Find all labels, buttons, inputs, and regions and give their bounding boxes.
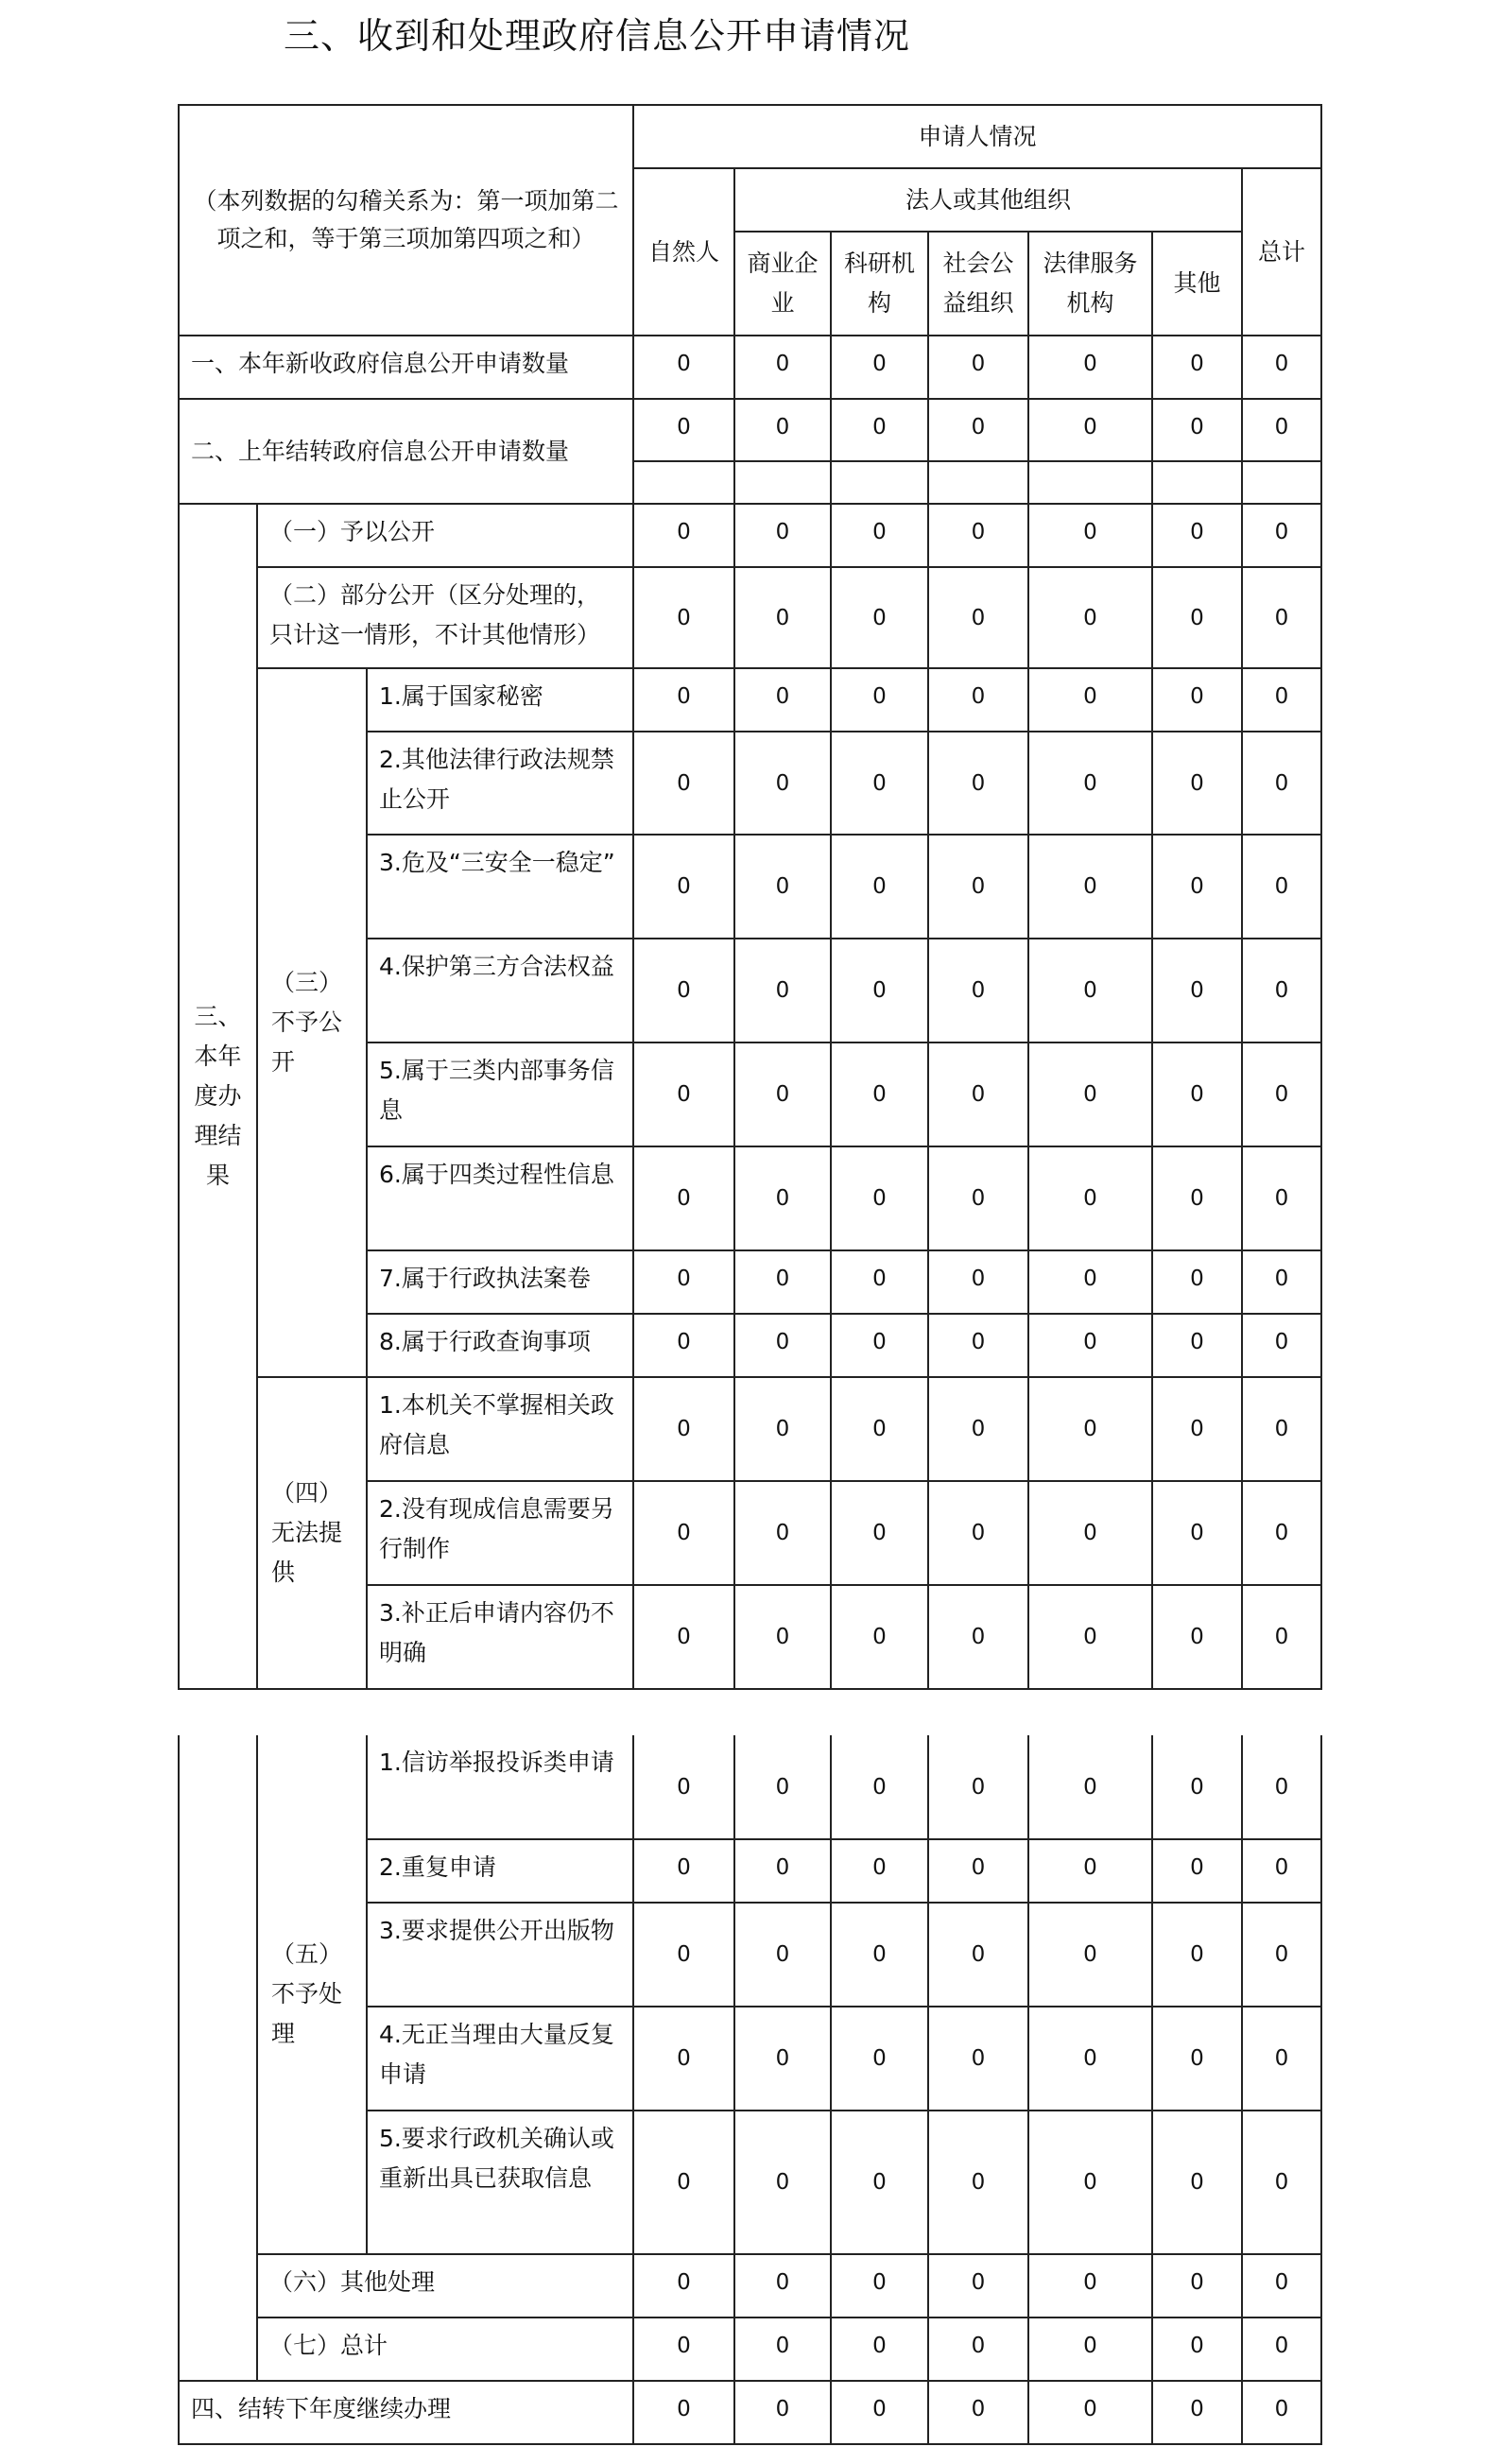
value-cell: 0 — [831, 1377, 928, 1481]
value-cell: 0 — [928, 2381, 1028, 2444]
row-label: （七）总计 — [257, 2318, 633, 2381]
value-cell: 0 — [1028, 1146, 1152, 1250]
value-cell: 0 — [928, 1146, 1028, 1250]
row-label: 1.信访举报投诉类申请 — [367, 1735, 633, 1839]
value-cell: 0 — [1242, 399, 1321, 461]
row-label: 3.危及“三安全一稳定” — [367, 835, 633, 939]
row-label: （二）部分公开（区分处理的，只计这一情形，不计其他情形） — [257, 567, 633, 668]
value-cell: 0 — [1242, 2111, 1321, 2254]
value-cell: 0 — [1152, 504, 1242, 567]
value-cell: 0 — [1242, 835, 1321, 939]
value-cell: 0 — [734, 1146, 831, 1250]
value-cell: 0 — [734, 1250, 831, 1314]
value-cell: 0 — [1242, 1481, 1321, 1585]
value-cell: 0 — [928, 567, 1028, 668]
row-label: （一）予以公开 — [257, 504, 633, 567]
value-cell: 0 — [928, 1042, 1028, 1146]
value-cell: 0 — [1028, 1735, 1152, 1839]
value-cell: 0 — [734, 835, 831, 939]
statistics-table-part1 — [178, 104, 1322, 1690]
value-cell: 0 — [633, 399, 734, 461]
value-cell: 0 — [1152, 1585, 1242, 1689]
value-cell: 0 — [831, 835, 928, 939]
value-cell: 0 — [734, 2007, 831, 2111]
value-cell: 0 — [1028, 2111, 1152, 2254]
value-cell: 0 — [633, 1839, 734, 1903]
value-cell: 0 — [831, 2381, 928, 2444]
header-public-welfare: 社会公益组织 — [928, 232, 1028, 336]
value-cell: 0 — [1028, 668, 1152, 732]
value-cell: 0 — [1028, 1585, 1152, 1689]
value-cell: 0 — [633, 1250, 734, 1314]
value-cell: 0 — [1152, 1903, 1242, 2007]
value-cell: 0 — [831, 399, 928, 461]
value-cell: 0 — [1028, 2318, 1152, 2381]
value-cell: 0 — [1028, 835, 1152, 939]
value-cell: 0 — [928, 2318, 1028, 2381]
row-label: 4.无正当理由大量反复申请 — [367, 2007, 633, 2111]
value-cell: 0 — [633, 732, 734, 835]
value-cell: 0 — [831, 1481, 928, 1585]
value-cell: 0 — [1242, 2381, 1321, 2444]
value-cell: 0 — [633, 336, 734, 399]
row-label: （六）其他处理 — [257, 2254, 633, 2318]
value-cell: 0 — [1152, 1146, 1242, 1250]
row-label: 5.要求行政机关确认或重新出具已获取信息 — [367, 2111, 633, 2254]
value-cell: 0 — [734, 732, 831, 835]
value-cell: 0 — [928, 504, 1028, 567]
value-cell: 0 — [831, 2318, 928, 2381]
value-cell: 0 — [1152, 668, 1242, 732]
row-label: 6.属于四类过程性信息 — [367, 1146, 633, 1250]
value-cell: 0 — [831, 1146, 928, 1250]
value-cell: 0 — [1028, 1903, 1152, 2007]
value-cell: 0 — [1242, 336, 1321, 399]
value-cell: 0 — [1152, 2318, 1242, 2381]
value-cell: 0 — [633, 2007, 734, 2111]
row-label: 1.属于国家秘密 — [367, 668, 633, 732]
value-cell: 0 — [928, 668, 1028, 732]
value-cell: 0 — [633, 1481, 734, 1585]
value-cell: 0 — [831, 939, 928, 1042]
value-cell: 0 — [1242, 732, 1321, 835]
value-cell: 0 — [1152, 567, 1242, 668]
value-cell: 0 — [1152, 399, 1242, 461]
value-cell: 0 — [633, 668, 734, 732]
value-cell: 0 — [928, 399, 1028, 461]
value-cell: 0 — [734, 2111, 831, 2254]
value-cell: 0 — [734, 939, 831, 1042]
value-cell: 0 — [1028, 336, 1152, 399]
value-cell: 0 — [831, 1314, 928, 1377]
value-cell: 0 — [633, 1146, 734, 1250]
header-total: 总计 — [1242, 168, 1321, 336]
table-row — [179, 567, 1321, 668]
value-cell: 0 — [831, 1585, 928, 1689]
table-row — [179, 336, 1321, 399]
value-cell: 0 — [831, 504, 928, 567]
row-label: 4.保护第三方合法权益 — [367, 939, 633, 1042]
value-cell: 0 — [734, 1735, 831, 1839]
table-row — [179, 399, 1321, 461]
value-cell: 0 — [928, 336, 1028, 399]
header-legal-group: 法人或其他组织 — [734, 168, 1242, 232]
value-cell: 0 — [831, 2111, 928, 2254]
value-cell: 0 — [633, 2254, 734, 2318]
row-label: 7.属于行政执法案卷 — [367, 1250, 633, 1314]
value-cell: 0 — [734, 504, 831, 567]
value-cell: 0 — [1152, 2111, 1242, 2254]
value-cell: 0 — [831, 1042, 928, 1146]
value-cell: 0 — [928, 2111, 1028, 2254]
page-title: 三、收到和处理政府信息公开申请情况 — [284, 15, 911, 57]
value-cell: 0 — [633, 1377, 734, 1481]
row-label: 一、本年新收政府信息公开申请数量 — [179, 336, 633, 399]
table-row — [179, 2318, 1321, 2381]
value-cell: 0 — [1152, 1735, 1242, 1839]
group4-label: （四）无法提供 — [257, 1377, 367, 1689]
value-cell: 0 — [1242, 1585, 1321, 1689]
value-cell: 0 — [1152, 2381, 1242, 2444]
value-cell: 0 — [928, 1839, 1028, 1903]
value-cell: 0 — [928, 1250, 1028, 1314]
value-cell: 0 — [831, 336, 928, 399]
value-cell: 0 — [1028, 2254, 1152, 2318]
value-cell: 0 — [1242, 1314, 1321, 1377]
value-cell: 0 — [633, 2381, 734, 2444]
header-applicant: 申请人情况 — [633, 105, 1321, 168]
value-cell: 0 — [1242, 2318, 1321, 2381]
value-cell: 0 — [734, 668, 831, 732]
header-business: 商业企业 — [734, 232, 831, 336]
header-legal-service: 法律服务机构 — [1028, 232, 1152, 336]
value-cell: 0 — [1242, 504, 1321, 567]
value-cell: 0 — [831, 732, 928, 835]
table-row — [179, 668, 1321, 732]
value-cell: 0 — [1152, 1250, 1242, 1314]
value-cell: 0 — [928, 1314, 1028, 1377]
value-cell: 0 — [633, 1042, 734, 1146]
value-cell: 0 — [831, 1250, 928, 1314]
value-cell: 0 — [1152, 1314, 1242, 1377]
value-cell: 0 — [831, 567, 928, 668]
value-cell: 0 — [734, 399, 831, 461]
value-cell: 0 — [1152, 336, 1242, 399]
value-cell: 0 — [1028, 1042, 1152, 1146]
section3-continued — [179, 1735, 257, 2381]
value-cell: 0 — [1028, 939, 1152, 1042]
group5-label: （五）不予处理 — [257, 1735, 367, 2254]
value-cell: 0 — [633, 835, 734, 939]
value-cell: 0 — [1242, 1042, 1321, 1146]
value-cell: 0 — [1152, 2007, 1242, 2111]
value-cell: 0 — [1152, 1481, 1242, 1585]
value-cell: 0 — [633, 504, 734, 567]
value-cell: 0 — [633, 2318, 734, 2381]
value-cell: 0 — [831, 2007, 928, 2111]
value-cell: 0 — [928, 2254, 1028, 2318]
table-row — [179, 2381, 1321, 2444]
value-cell: 0 — [1242, 1146, 1321, 1250]
value-cell: 0 — [1152, 732, 1242, 835]
section3-label: 三、本年度办理结果 — [179, 504, 257, 1689]
value-cell: 0 — [734, 1042, 831, 1146]
value-cell: 0 — [928, 1735, 1028, 1839]
value-cell: 0 — [831, 1839, 928, 1903]
value-cell: 0 — [734, 1377, 831, 1481]
value-cell: 0 — [734, 2318, 831, 2381]
value-cell: 0 — [928, 2007, 1028, 2111]
row-label: 8.属于行政查询事项 — [367, 1314, 633, 1377]
value-cell: 0 — [1242, 1839, 1321, 1903]
value-cell: 0 — [1028, 567, 1152, 668]
table-row — [179, 1377, 1321, 1481]
value-cell: 0 — [1242, 1735, 1321, 1839]
value-cell: 0 — [734, 1314, 831, 1377]
value-cell: 0 — [1028, 1481, 1152, 1585]
value-cell: 0 — [928, 1585, 1028, 1689]
statistics-table-part2 — [178, 1735, 1322, 2445]
group3-label: （三）不予公开 — [257, 668, 367, 1377]
value-cell: 0 — [1242, 1903, 1321, 2007]
value-cell: 0 — [831, 1735, 928, 1839]
value-cell: 0 — [734, 1839, 831, 1903]
value-cell: 0 — [734, 567, 831, 668]
row-label: 3.补正后申请内容仍不明确 — [367, 1585, 633, 1689]
value-cell: 0 — [1152, 939, 1242, 1042]
value-cell: 0 — [831, 668, 928, 732]
value-cell: 0 — [831, 1903, 928, 2007]
row-label: 2.其他法律行政法规禁止公开 — [367, 732, 633, 835]
value-cell: 0 — [831, 2254, 928, 2318]
header-note: （本列数据的勾稽关系为：第一项加第二项之和，等于第三项加第四项之和） — [179, 105, 633, 336]
header-other: 其他 — [1152, 232, 1242, 336]
value-cell: 0 — [1242, 939, 1321, 1042]
value-cell: 0 — [633, 2111, 734, 2254]
row-label: 5.属于三类内部事务信息 — [367, 1042, 633, 1146]
value-cell: 0 — [734, 1903, 831, 2007]
value-cell: 0 — [1152, 1377, 1242, 1481]
value-cell: 0 — [1028, 399, 1152, 461]
value-cell: 0 — [1152, 1839, 1242, 1903]
value-cell: 0 — [1028, 2381, 1152, 2444]
value-cell: 0 — [1242, 567, 1321, 668]
value-cell: 0 — [928, 939, 1028, 1042]
value-cell: 0 — [1242, 2007, 1321, 2111]
value-cell: 0 — [633, 1314, 734, 1377]
value-cell: 0 — [1242, 1377, 1321, 1481]
header-natural-person: 自然人 — [633, 168, 734, 336]
table-row — [179, 504, 1321, 567]
value-cell: 0 — [734, 1481, 831, 1585]
value-cell: 0 — [1028, 1839, 1152, 1903]
value-cell: 0 — [1242, 668, 1321, 732]
header-research: 科研机构 — [831, 232, 928, 336]
value-cell: 0 — [1028, 2007, 1152, 2111]
value-cell: 0 — [633, 567, 734, 668]
value-cell: 0 — [734, 1585, 831, 1689]
value-cell: 0 — [928, 1481, 1028, 1585]
value-cell: 0 — [928, 1903, 1028, 2007]
value-cell: 0 — [1242, 1250, 1321, 1314]
value-cell: 0 — [1028, 1314, 1152, 1377]
value-cell: 0 — [1152, 2254, 1242, 2318]
table-row — [179, 1735, 1321, 1839]
value-cell: 0 — [1152, 835, 1242, 939]
value-cell: 0 — [1028, 732, 1152, 835]
value-cell: 0 — [734, 2254, 831, 2318]
row-label: 二、上年结转政府信息公开申请数量 — [179, 399, 633, 504]
value-cell: 0 — [633, 939, 734, 1042]
value-cell: 0 — [928, 732, 1028, 835]
value-cell: 0 — [734, 2381, 831, 2444]
value-cell: 0 — [1028, 1377, 1152, 1481]
value-cell: 0 — [734, 336, 831, 399]
value-cell: 0 — [1152, 1042, 1242, 1146]
value-cell: 0 — [633, 1903, 734, 2007]
table-row — [179, 2254, 1321, 2318]
value-cell: 0 — [928, 1377, 1028, 1481]
value-cell: 0 — [1028, 504, 1152, 567]
value-cell: 0 — [633, 1585, 734, 1689]
row-label: 1.本机关不掌握相关政府信息 — [367, 1377, 633, 1481]
value-cell: 0 — [1242, 2254, 1321, 2318]
row-label: 2.重复申请 — [367, 1839, 633, 1903]
row-label: 四、结转下年度继续办理 — [179, 2381, 633, 2444]
value-cell: 0 — [633, 1735, 734, 1839]
row-label: 2.没有现成信息需要另行制作 — [367, 1481, 633, 1585]
value-cell: 0 — [1028, 1250, 1152, 1314]
row-label: 3.要求提供公开出版物 — [367, 1903, 633, 2007]
value-cell: 0 — [928, 835, 1028, 939]
